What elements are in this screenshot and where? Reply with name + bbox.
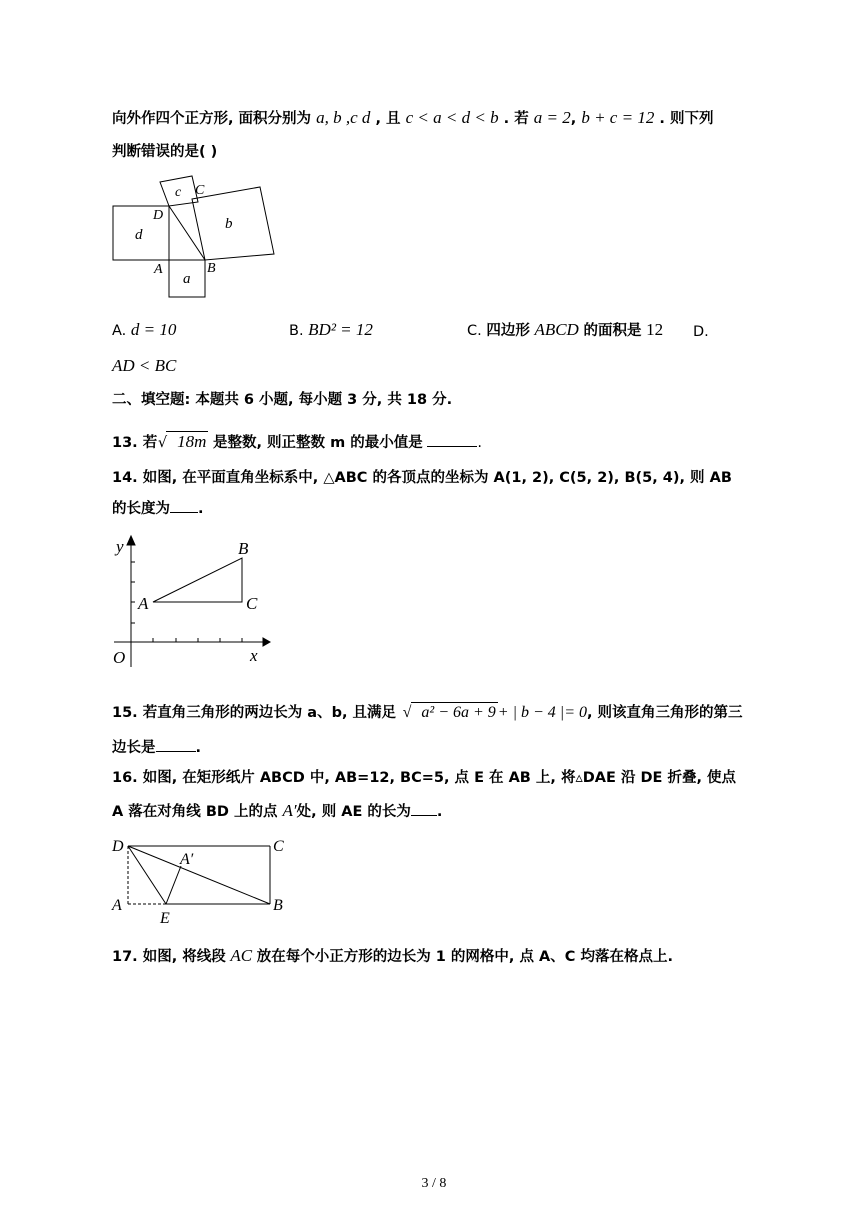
q16-text-b: 处, 则 AE 的长为 [296, 804, 411, 820]
label-B: B [273, 897, 283, 914]
option-b-text: BD² = 12 [308, 320, 373, 339]
q14-line2 [112, 498, 204, 519]
q12-vars: a, b ,c d [316, 108, 371, 127]
q12-inequality: c < a < d < b [405, 108, 499, 127]
option-c-text-b: ABCD [534, 320, 579, 339]
q13 [112, 431, 482, 453]
q12-text-d: . 则下列 [659, 111, 714, 127]
q15-text-b: , 则该直角三角形的第三 [586, 705, 743, 721]
triangle-abc [153, 558, 242, 602]
q15-text-a: 15. 若直角三角形的两边长为 a、b, 且满足 [112, 705, 397, 721]
option-a [112, 320, 176, 341]
q15-line1 [112, 702, 743, 723]
label-E: E [160, 910, 170, 925]
label-A: A [112, 897, 122, 914]
option-c-text-d: 12 [646, 320, 664, 339]
option-d-expr: AD < BC [112, 356, 177, 375]
q12-bc-eq: b + c = 12 [581, 108, 655, 127]
q12-text-b: , 且 [375, 111, 401, 127]
q16-end: . [436, 804, 443, 820]
diagonal-db [128, 846, 270, 904]
q14-coordinate-figure [108, 532, 273, 672]
q17-text-b: 放在每个小正方形的边长为 1 的网格中, 点 A、C 均落在格点上. [256, 949, 673, 965]
option-c [467, 320, 663, 341]
q13-sqrt-arg: 18m [177, 432, 207, 451]
q13-answer-blank[interactable] [427, 432, 477, 447]
q12-text-c: . 若 [503, 111, 529, 127]
y-ticks [131, 562, 135, 623]
page-number: 3 / 8 [421, 1176, 447, 1191]
q17-text-a: 17. 如图, 将线段 [112, 949, 226, 965]
q13-num: 13. 若 [112, 435, 158, 451]
q14-line1: 14. 如图, 在平面直角坐标系中, △ABC 的各顶点的坐标为 A(1, 2), C(5, 2), B(5, 4), 则 AB [112, 470, 732, 486]
label-D: D [112, 838, 124, 855]
q13-text: 是整数, 则正整数 m 的最小值是 [213, 435, 423, 451]
q15-line2-text: 边长是 [112, 740, 156, 756]
q15-end: . [195, 740, 202, 756]
option-d-label: D. [693, 324, 709, 340]
option-c-text-a: 四边形 [486, 323, 530, 339]
q16-rectangle-figure [108, 835, 293, 925]
option-a-text: d = 10 [130, 320, 177, 339]
option-c-label: C. [467, 323, 482, 339]
segment-ea1 [166, 866, 181, 904]
option-d-text [112, 356, 176, 377]
q12-line1 [112, 108, 713, 129]
q12-comma: , [570, 111, 577, 127]
q16-answer-blank[interactable] [411, 801, 437, 816]
label-A: A [154, 262, 163, 277]
label-D: D [153, 208, 164, 223]
q12-line2: 判断错误的是( ) [112, 144, 218, 160]
label-O: O [113, 648, 126, 667]
option-c-text-c: 的面积是 [583, 323, 642, 339]
q13-end: . [477, 435, 482, 451]
label-c-small: c [175, 185, 182, 200]
q16-line2 [112, 801, 442, 822]
label-B: B [207, 261, 216, 276]
q15-abs-expr: + | b − 4 |= 0 [497, 704, 587, 721]
label-C: C [246, 594, 258, 613]
label-B: B [238, 539, 249, 558]
option-b-label: B. [289, 323, 304, 339]
q16-line1: 16. 如图, 在矩形纸片 ABCD 中, AB=12, BC=5, 点 E 在 AB 上, 将▵DAE 沿 DE 折叠, 使点 [112, 770, 737, 786]
option-a-label: A. [112, 323, 127, 339]
q14-end: . [198, 501, 204, 517]
q15-sqrt-arg: a² − 6a + 9 [421, 704, 496, 721]
q13-sqrt: √ 18m [157, 432, 207, 451]
y-arrow-icon [127, 536, 135, 545]
label-A: A [138, 594, 149, 613]
q12-a-eq: a = 2 [533, 108, 571, 127]
label-C: C [273, 838, 284, 855]
label-A-prime: A′ [180, 851, 194, 868]
fold-line-de [128, 846, 166, 904]
q17-sym: AC [230, 946, 253, 965]
label-C: C [195, 183, 205, 198]
q16-text-a: A 落在对角线 BD 上的点 [112, 804, 278, 820]
label-d-small: d [135, 227, 143, 243]
q12-text-a: 向外作四个正方形, 面积分别为 [112, 111, 312, 127]
x-arrow-icon [263, 638, 270, 646]
q16-sym: A′ [282, 801, 297, 820]
option-b [289, 320, 373, 341]
q15-sqrt: √ a² − 6a + 9 [402, 704, 496, 721]
x-ticks [153, 638, 242, 642]
q15-line2 [112, 737, 201, 758]
label-y: y [116, 537, 124, 556]
section-2-title: 二、填空题: 本题共 6 小题, 每小题 3 分, 共 18 分. [112, 392, 453, 408]
label-b-small: b [225, 216, 233, 232]
q15-answer-blank[interactable] [156, 737, 196, 752]
q14-answer-blank[interactable] [170, 498, 198, 513]
q12-squares-figure [108, 168, 278, 303]
q14-line2-text: 的长度为 [112, 501, 170, 517]
label-a-small: a [183, 271, 191, 287]
label-x: x [250, 646, 258, 665]
q17 [112, 946, 673, 967]
